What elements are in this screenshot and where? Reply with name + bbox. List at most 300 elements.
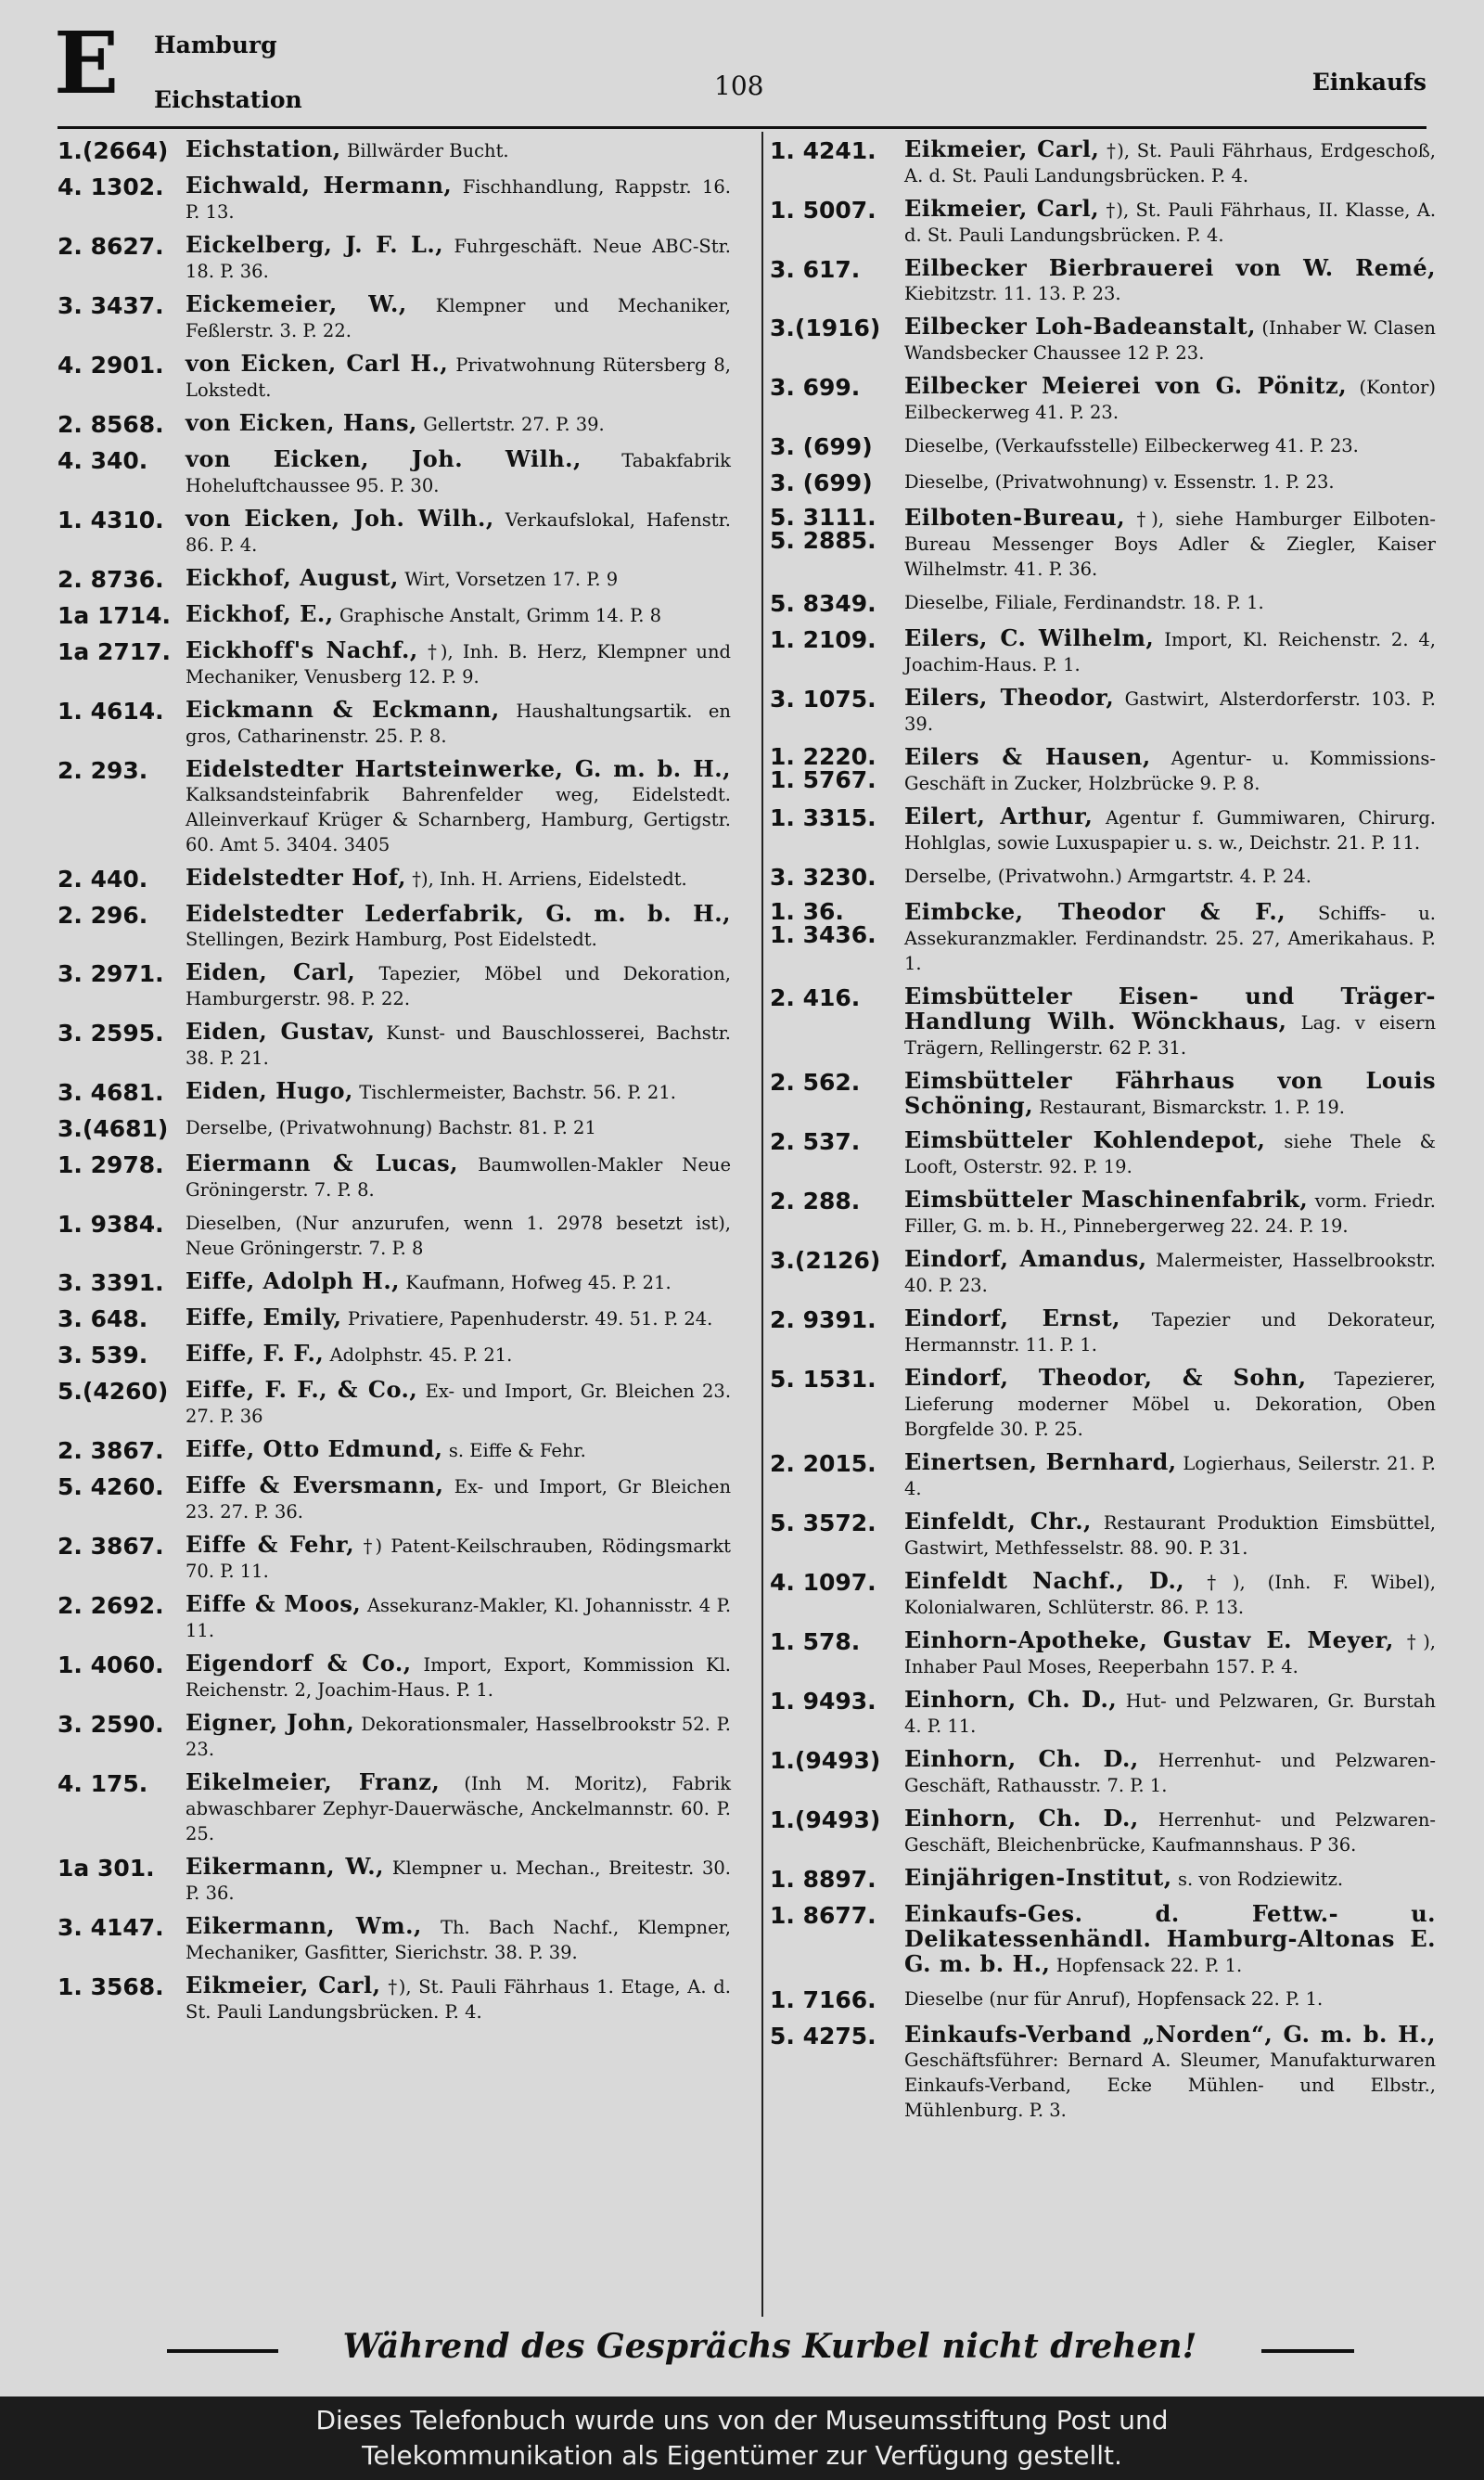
entry-text — [186, 352, 731, 403]
phone-number: 1. 4060. — [58, 1651, 164, 1678]
entry-details: Import, Kl. Reichenstr. 2. 4, Joachim-Haus. P. 1. — [904, 629, 1436, 675]
entry-details: Tischlermeister, Bachstr. 56. P. 21. — [359, 1082, 676, 1103]
directory-entry — [58, 447, 731, 498]
directory-entry — [58, 960, 731, 1011]
phone-number: 3. (699) — [770, 433, 873, 460]
directory-entry — [770, 1806, 1436, 1857]
entry-details: Privatiere, Papenhuderstr. 49. 51. P. 24. — [347, 1308, 713, 1330]
entry-text — [186, 1711, 731, 1762]
directory-entry — [58, 1211, 731, 1261]
subscriber-name: Eikelmeier, Franz, — [186, 1768, 441, 1795]
entry-text — [904, 506, 1436, 582]
subscriber-name: Eiffe & Fehr, — [186, 1531, 355, 1558]
directory-entry — [58, 1711, 731, 1762]
phone-number: 3. (699) — [770, 469, 873, 496]
directory-entry — [770, 1866, 1436, 1894]
subscriber-name: Eimsbütteler Fährhaus von Louis Schöning, — [904, 1067, 1436, 1119]
entry-details: Geschäftsführer: Bernard A. Sleumer, Manufakturwaren Einkaufs-Verband, Ecke Mühlen- und Elbstr., Mühlenburg. P. 3. — [904, 2050, 1436, 2121]
subscriber-name: Einjährigen-Institut, — [904, 1864, 1172, 1891]
entry-details: vorm. Friedr. Filler, G. m. b. H., Pinnebergerweg 22. 24. P. 19. — [904, 1190, 1436, 1237]
directory-entry — [58, 352, 731, 403]
entry-details: Wirt, Vorsetzen 17. P. 9 — [404, 569, 619, 590]
entry-text — [904, 2023, 1436, 2123]
directory-entry — [770, 137, 1436, 188]
phone-number: 4. 175. — [58, 1770, 148, 1797]
entry-text — [186, 1020, 731, 1071]
directory-entry — [58, 1342, 731, 1369]
subscriber-name: Eikermann, W., — [186, 1853, 384, 1880]
entry-text — [904, 197, 1436, 248]
phone-number: 1. 7166. — [770, 1986, 876, 2013]
entry-details: Agentur f. Gummiwaren, Chirurg. Hohlglas, sowie Luxuspapier u. s. w., Deichstr. 21. P. 11. — [904, 807, 1437, 854]
entry-text — [904, 1510, 1436, 1561]
footer-rule-right — [1261, 2349, 1354, 2353]
subscriber-name: Eiffe, F. F., — [186, 1340, 325, 1367]
directory-entry — [58, 507, 731, 558]
entry-details: Gastwirt, Alsterdorferstr. 103. P. 39. — [904, 688, 1436, 735]
header-city: Hamburg — [154, 32, 277, 58]
subscriber-name: Eilers, C. Wilhelm, — [904, 624, 1155, 651]
entry-text — [904, 315, 1436, 366]
entry-text — [186, 638, 731, 689]
directory-entry — [770, 1247, 1436, 1298]
phone-number: 3.(1916) — [770, 315, 881, 341]
phone-number: 2. 8736. — [58, 566, 164, 593]
entry-details: †), St. Pauli Fährhaus, Erdgeschoß, A. d. St. Pauli Landungsbrücken. P. 4. — [904, 140, 1436, 186]
phone-number: 3. 2971. — [58, 960, 164, 987]
entry-text — [904, 256, 1436, 306]
phone-number: 3. 2590. — [58, 1711, 164, 1738]
right-column — [770, 137, 1436, 2131]
subscriber-name: Einfeldt Nachf., D., — [904, 1567, 1185, 1594]
directory-entry — [58, 1592, 731, 1643]
phone-number: 1. 8897. — [770, 1866, 876, 1893]
phone-number: 2. 416. — [770, 984, 861, 1011]
entry-text — [186, 1079, 731, 1107]
entry-text — [904, 804, 1436, 855]
directory-entry — [770, 686, 1436, 737]
subscriber-name: Eilbecker Loh-Badeanstalt, — [904, 313, 1257, 340]
phone-number: 1. 4614. — [58, 698, 164, 725]
entry-details: (Kontor) Eilbeckerweg 41. P. 23. — [904, 377, 1436, 423]
entry-text — [186, 447, 731, 498]
directory-entry — [58, 866, 731, 893]
entry-text — [186, 1151, 731, 1202]
directory-entry — [58, 698, 731, 749]
directory-entry — [770, 469, 1436, 497]
directory-entry — [770, 374, 1436, 425]
phone-number: 3. 3391. — [58, 1269, 164, 1296]
entry-details: †), St. Pauli Fährhaus, II. Klasse, A. d. St. Pauli Landungsbrücken. P. 4. — [904, 199, 1437, 246]
entry-details: Herrenhut- und Pelzwaren-Geschäft, Bleichenbrücke, Kaufmannshaus. P 36. — [904, 1809, 1436, 1856]
directory-entry — [770, 506, 1436, 582]
phone-number: 2. 3867. — [58, 1437, 164, 1464]
entry-text — [186, 902, 731, 952]
directory-entry — [770, 1902, 1436, 1978]
entry-details: Haushaltungsartik. en gros, Catharinenstr. 25. P. 8. — [186, 700, 731, 747]
subscriber-name: Eimsbütteler Kohlendepot, — [904, 1126, 1266, 1153]
directory-entry — [58, 566, 731, 594]
subscriber-name: von Eicken, Joh. Wilh., — [186, 505, 494, 532]
entry-text — [904, 1247, 1436, 1298]
entry-details: Ex- und Import, Gr. Bleichen 23. 27. P. 36 — [186, 1381, 732, 1427]
phone-number: 4. 340. — [58, 447, 148, 474]
directory-entry — [58, 602, 731, 630]
entry-details: s. von Rodziewitz. — [1178, 1869, 1344, 1890]
entry-details: Fischhandlung, Rappstr. 16. P. 13. — [186, 176, 731, 223]
entry-details: Derselbe, (Privatwohnung) Bachstr. 81. P. 21 — [186, 1117, 596, 1138]
subscriber-name: Einfeldt, Chr., — [904, 1508, 1092, 1535]
entry-text — [904, 433, 1436, 461]
entry-details: †), Inh. H. Arriens, Eidelstedt. — [412, 868, 687, 890]
phone-number: 2. 8627. — [58, 233, 164, 260]
entry-text — [186, 233, 731, 284]
directory-entry — [770, 1450, 1436, 1501]
subscriber-name: von Eicken, Hans, — [186, 409, 417, 436]
subscriber-name: Eickemeier, W., — [186, 290, 407, 317]
entry-text — [186, 1342, 731, 1369]
subscriber-name: Einhorn, Ch. D., — [904, 1745, 1139, 1772]
entry-text — [186, 1305, 731, 1333]
entry-text — [904, 900, 1436, 976]
directory-entry — [770, 984, 1436, 1060]
entry-details: (Inhaber W. Clasen Wandsbecker Chaussee 12 P. 23. — [904, 317, 1436, 364]
subscriber-name: Eickhof, E., — [186, 600, 334, 627]
directory-entry — [770, 864, 1436, 892]
entry-details: Dieselbe, (Verkaufsstelle) Eilbeckerweg 41. P. 23. — [904, 435, 1359, 456]
phone-number: 2. 3867. — [58, 1533, 164, 1560]
entry-text — [186, 698, 731, 749]
column-divider — [761, 132, 763, 2317]
subscriber-name: Eiffe, F. F., & Co., — [186, 1376, 418, 1403]
entry-details: Hut- und Pelzwaren, Gr. Burstah 4. P. 11. — [904, 1690, 1436, 1737]
directory-entry — [58, 757, 731, 857]
subscriber-name: Eickmann & Eckmann, — [186, 696, 500, 723]
phone-number: 2. 293. — [58, 757, 148, 784]
phone-number: 4. 2901. — [58, 352, 164, 379]
subscriber-name: Einhorn, Ch. D., — [904, 1805, 1139, 1831]
directory-entry — [58, 1079, 731, 1107]
entry-details: †), siehe Hamburger Eilboten-Bureau Messenger Boys Adler & Ziegler, Kaiser Wilhelmstr. 41. P. 36. — [904, 508, 1436, 580]
entry-text — [904, 1366, 1436, 1442]
directory-entry — [770, 197, 1436, 248]
entry-details: Adolphstr. 45. P. 21. — [329, 1344, 513, 1366]
phone-number: 3. 539. — [58, 1342, 148, 1368]
phone-number: 2. 9391. — [770, 1306, 876, 1333]
subscriber-name: Einhorn-Apotheke, Gustav E. Meyer, — [904, 1626, 1394, 1653]
entry-text — [904, 1450, 1436, 1501]
entry-details: †) Patent-Keilschrauben, Rödingsmarkt 70. P. 11. — [186, 1536, 732, 1582]
entry-details: Import, Export, Kommission Kl. Reichenstr. 2, Joachim-Haus. P. 1. — [186, 1654, 732, 1701]
subscriber-name: Eiden, Carl, — [186, 958, 356, 985]
subscriber-name: Eilbecker Bierbrauerei von W. Remé, — [904, 254, 1436, 281]
entry-details: Dekorationsmaler, Hasselbrookstr 52. P. 23. — [186, 1714, 732, 1760]
directory-entry — [58, 1770, 731, 1846]
directory-entry — [58, 1437, 731, 1465]
entry-details: Kalksandsteinfabrik Bahrenfelder weg, Eidelstedt. Alleinverkauf Krüger & Scharnberg, Hamburg, Gertigstr. 60. Amt 5. 3404. 3405 — [186, 784, 731, 855]
directory-entry — [770, 1188, 1436, 1239]
phone-number: 5. 3111. 5. 2885. — [770, 504, 876, 554]
subscriber-name: von Eicken, Joh. Wilh., — [186, 445, 582, 472]
directory-entry — [770, 1628, 1436, 1679]
entry-text — [186, 1651, 731, 1703]
entry-details: Tapezierer, Lieferung moderner Möbel u. Dekoration, Oben Borgfelde 30. P. 25. — [904, 1368, 1436, 1440]
caption-line-2: Telekommunikation als Eigentümer zur Verfügung gestellt. — [362, 2440, 1122, 2471]
directory-entry — [770, 1306, 1436, 1357]
entry-details: Lag. v eisern Trägern, Rellingerstr. 62 P. 31. — [904, 1012, 1437, 1059]
subscriber-name: Eickhoff's Nachf., — [186, 636, 418, 663]
entry-details: Agentur- u. Kommissions-Geschäft in Zucker, Holzbrücke 9. P. 8. — [904, 748, 1437, 794]
phone-number: 2. 562. — [770, 1069, 861, 1096]
subscriber-name: Eiffe & Moos, — [186, 1590, 362, 1617]
phone-number: 3. 1075. — [770, 686, 876, 713]
subscriber-name: Eigendorf & Co., — [186, 1650, 412, 1677]
entry-details: †), Inhaber Paul Moses, Reeperbahn 157. P. 4. — [904, 1631, 1437, 1677]
entry-details: Billwärder Bucht. — [347, 140, 509, 161]
phone-number: 3. 3230. — [770, 864, 876, 891]
entry-details: Privatwohnung Rütersberg 8, Lokstedt. — [186, 354, 732, 401]
entry-text — [186, 411, 731, 439]
entry-text — [904, 1628, 1436, 1679]
phone-number: 1. 8677. — [770, 1902, 876, 1929]
entry-details: Ex- und Import, Gr Bleichen 23. 27. P. 36. — [186, 1476, 732, 1523]
entry-details: Verkaufslokal, Hafenstr. 86. P. 4. — [186, 509, 731, 556]
section-letter: E — [54, 13, 120, 113]
directory-entry — [770, 1986, 1436, 2014]
directory-entry — [770, 1128, 1436, 1179]
entry-details: Gellertstr. 27. P. 39. — [423, 414, 605, 435]
entry-text — [186, 1211, 731, 1261]
subscriber-name: Eindorf, Amandus, — [904, 1245, 1147, 1272]
entry-text — [904, 686, 1436, 737]
subscriber-name: Eichwald, Hermann, — [186, 172, 453, 199]
entry-text — [186, 507, 731, 558]
directory-entry — [58, 173, 731, 225]
phone-number: 1. 9384. — [58, 1211, 164, 1238]
phone-number: 1a 301. — [58, 1855, 155, 1882]
phone-number: 1. 2978. — [58, 1151, 164, 1178]
directory-entry — [770, 590, 1436, 618]
subscriber-name: Eikermann, Wm., — [186, 1912, 422, 1939]
subscriber-name: Eigner, John, — [186, 1709, 355, 1736]
phone-number: 5.(4260) — [58, 1378, 169, 1405]
phone-number: 1. 3568. — [58, 1973, 164, 2000]
subscriber-name: Eidelstedter Lederfabrik, G. m. b. H., — [186, 900, 731, 927]
subscriber-name: von Eicken, Carl H., — [186, 350, 449, 377]
directory-entry — [58, 1651, 731, 1703]
entry-details: Dieselbe, Filiale, Ferdinandstr. 18. P. 1. — [904, 592, 1264, 613]
entry-text — [904, 374, 1436, 425]
entry-text — [904, 864, 1436, 892]
entry-details: Baumwollen-Makler Neue Gröningerstr. 7. P. 8. — [186, 1154, 731, 1201]
phone-number: 2. 296. — [58, 902, 148, 929]
subscriber-name: Eiden, Gustav, — [186, 1018, 376, 1045]
entry-details: Kunst- und Bauschlosserei, Bachstr. 38. P. 21. — [186, 1022, 732, 1069]
phone-number: 1.(2664) — [58, 137, 169, 164]
directory-entry — [770, 256, 1436, 306]
entry-details: Stellingen, Bezirk Hamburg, Post Eidelstedt. — [186, 929, 597, 950]
left-column — [58, 137, 731, 2033]
subscriber-name: Eilers, Theodor, — [904, 684, 1115, 711]
archive-caption — [0, 2403, 1484, 2474]
directory-entry — [58, 1151, 731, 1202]
entry-text — [186, 1437, 731, 1465]
entry-text — [186, 1533, 731, 1584]
subscriber-name: Eilert, Arthur, — [904, 803, 1094, 829]
subscriber-name: Eikmeier, Carl, — [186, 1972, 381, 1998]
entry-text — [904, 137, 1436, 188]
subscriber-name: Eickelberg, J. F. L., — [186, 231, 444, 258]
phone-number: 1. 4241. — [770, 137, 876, 164]
entry-text — [904, 1747, 1436, 1798]
entry-details: Malermeister, Hasselbrookstr. 40. P. 23. — [904, 1250, 1436, 1296]
phone-number: 4. 1097. — [770, 1569, 876, 1596]
subscriber-name: Eiffe, Emily, — [186, 1304, 342, 1330]
entry-details: Kaufmann, Hofweg 45. P. 21. — [405, 1272, 672, 1293]
entry-text — [904, 1306, 1436, 1357]
phone-number: 2. 2692. — [58, 1592, 164, 1619]
entry-details: Tapezier, Möbel und Dekoration, Hamburgerstr. 98. P. 22. — [186, 963, 732, 1009]
subscriber-name: Eiden, Hugo, — [186, 1077, 353, 1104]
subscriber-name: Eilers & Hausen, — [904, 743, 1151, 770]
directory-entry — [58, 638, 731, 689]
subscriber-name: Einkaufs-Ges. d. Fettw.- u. Delikatessenhändl. Hamburg-Altonas E. G. m. b. H., — [904, 1900, 1436, 1977]
phone-number: 3. 3437. — [58, 292, 164, 319]
phone-number: 1.(9493) — [770, 1806, 881, 1833]
directory-entry — [58, 137, 731, 165]
entry-text — [904, 1902, 1436, 1978]
phone-number: 3. 699. — [770, 374, 861, 401]
header-last-keyword: Einkaufs — [1311, 69, 1426, 96]
entry-details: (Inh M. Moritz), Fabrik abwaschbarer Zephyr-Dauerwäsche, Anckelmannstr. 60. P. 25. — [186, 1773, 732, 1844]
directory-entry — [770, 626, 1436, 677]
entry-details: Tabakfabrik Hoheluftchaussee 95. P. 30. — [186, 450, 731, 496]
entry-text — [904, 1069, 1436, 1120]
phone-number: 1. 2109. — [770, 626, 876, 653]
subscriber-name: Eikmeier, Carl, — [904, 195, 1100, 222]
directory-entry — [770, 900, 1436, 976]
directory-entry — [770, 1688, 1436, 1739]
directory-entry — [770, 1569, 1436, 1620]
subscriber-name: Eiffe, Adolph H., — [186, 1267, 401, 1294]
directory-entry — [770, 2023, 1436, 2123]
entry-details: Kiebitzstr. 11. 13. P. 23. — [904, 283, 1121, 304]
entry-text — [904, 984, 1436, 1060]
directory-entry — [58, 1269, 731, 1297]
subscriber-name: Eidelstedter Hartsteinwerke, G. m. b. H., — [186, 755, 731, 782]
directory-entry — [770, 804, 1436, 855]
entry-text — [904, 590, 1436, 618]
phone-number: 2. 440. — [58, 866, 148, 893]
directory-entry — [770, 1510, 1436, 1561]
directory-entry — [770, 433, 1436, 461]
phone-number: 2. 2015. — [770, 1450, 876, 1477]
entry-text — [904, 1866, 1436, 1894]
entry-details: †), (Inh. F. Wibel), Kolonialwaren, Schlüterstr. 86. P. 13. — [904, 1572, 1437, 1618]
phone-number: 4. 1302. — [58, 173, 164, 200]
entry-text — [186, 1378, 731, 1429]
directory-entry — [58, 1473, 731, 1524]
footer-notice: Während des Gesprächs Kurbel nicht drehen! — [342, 2327, 1197, 2366]
subscriber-name: Eindorf, Theodor, & Sohn, — [904, 1364, 1307, 1391]
entry-text — [186, 1914, 731, 1965]
phone-number: 1. 5007. — [770, 197, 876, 224]
phone-number: 5. 4275. — [770, 2023, 876, 2050]
entry-details: Hopfensack 22. P. 1. — [1055, 1955, 1243, 1976]
entry-text — [186, 1770, 731, 1846]
entry-details: Tapezier und Dekorateur, Hermannstr. 11. P. 1. — [904, 1309, 1436, 1356]
entry-text — [186, 1115, 731, 1143]
entry-details: †), Inh. B. Herz, Klempner und Mechaniker, Venusberg 12. P. 9. — [186, 641, 732, 687]
phone-number: 1. 2220. 1. 5767. — [770, 743, 876, 793]
directory-entry — [58, 1973, 731, 2024]
directory-entry — [770, 1366, 1436, 1442]
phone-number: 1.(9493) — [770, 1747, 881, 1774]
subscriber-name: Eichstation, — [186, 135, 341, 162]
directory-entry — [58, 902, 731, 952]
subscriber-name: Eilbecker Meierei von G. Pönitz, — [904, 372, 1348, 399]
entry-details: Klempner u. Mechan., Breitestr. 30. P. 36. — [186, 1857, 731, 1904]
subscriber-name: Eikmeier, Carl, — [904, 135, 1100, 162]
phone-number: 1. 4310. — [58, 507, 164, 533]
entry-details: Klempner und Mechaniker, Feßlerstr. 3. P. 22. — [186, 295, 731, 341]
entry-details: Th. Bach Nachf., Klempner, Mechaniker, Gasfitter, Sierichstr. 38. P. 39. — [186, 1917, 731, 1963]
subscriber-name: Eimsbütteler Eisen- und Träger-Handlung Wilh. Wönckhaus, — [904, 983, 1436, 1034]
entry-details: Fuhrgeschäft. Neue ABC-Str. 18. P. 36. — [186, 236, 731, 282]
entry-details: Restaurant Produktion Eimsbüttel, Gastwirt, Methfesselstr. 88. 90. P. 31. — [904, 1512, 1436, 1559]
footer-rule-left — [167, 2349, 278, 2353]
entry-details: Derselbe, (Privatwohn.) Armgartstr. 4. P. 24. — [904, 866, 1311, 887]
entry-details: Schiffs- u. Assekuranzmakler. Ferdinandstr. 25. 27, Amerikahaus. P. 1. — [904, 903, 1437, 974]
phone-number: 3. 4681. — [58, 1079, 164, 1106]
entry-text — [904, 1569, 1436, 1620]
entry-details: Dieselben, (Nur anzurufen, wenn 1. 2978 besetzt ist), Neue Gröningerstr. 7. P. 8 — [186, 1213, 731, 1259]
subscriber-name: Eimbcke, Theodor & F., — [904, 898, 1286, 925]
directory-entry — [770, 1747, 1436, 1798]
entry-details: s. Eiffe & Fehr. — [448, 1440, 586, 1461]
subscriber-name: Eindorf, Ernst, — [904, 1304, 1121, 1331]
entry-details: siehe Thele & Looft, Osterstr. 92. P. 19. — [904, 1131, 1437, 1177]
entry-details: Logierhaus, Seilerstr. 21. P. 4. — [904, 1453, 1437, 1499]
phone-number: 5. 3572. — [770, 1510, 876, 1536]
subscriber-name: Einkaufs-Verband „Norden“, G. m. b. H., — [904, 2021, 1436, 2048]
entry-text — [186, 960, 731, 1011]
entry-text — [186, 173, 731, 225]
directory-entry — [58, 1533, 731, 1584]
entry-details: Graphische Anstalt, Grimm 14. P. 8 — [339, 605, 662, 626]
phone-number: 5. 1531. — [770, 1366, 876, 1393]
entry-text — [904, 745, 1436, 796]
subscriber-name: Eimsbütteler Maschinenfabrik, — [904, 1186, 1309, 1213]
page-number: 108 — [714, 71, 764, 101]
directory-entry — [58, 1115, 731, 1143]
directory-entry — [58, 1914, 731, 1965]
subscriber-name: Eiffe & Eversmann, — [186, 1471, 444, 1498]
phone-number: 3.(4681) — [58, 1115, 169, 1142]
directory-entry — [58, 1305, 731, 1333]
entry-details: Restaurant, Bismarckstr. 1. P. 19. — [1039, 1097, 1345, 1118]
entry-text — [186, 602, 731, 630]
entry-details: Dieselbe, (Privatwohnung) v. Essenstr. 1. P. 23. — [904, 471, 1335, 493]
phone-number: 2. 288. — [770, 1188, 861, 1214]
directory-entry — [58, 292, 731, 343]
phone-number: 3.(2126) — [770, 1247, 881, 1274]
entry-details: Assekuranz-Makler, Kl. Johannisstr. 4 P. 11. — [186, 1595, 732, 1641]
phone-number: 3. 4147. — [58, 1914, 164, 1941]
subscriber-name: Einertsen, Bernhard, — [904, 1448, 1177, 1475]
entry-details: †), St. Pauli Fährhaus 1. Etage, A. d. St. Pauli Landungsbrücken. P. 4. — [186, 1976, 731, 2023]
phone-number: 2. 8568. — [58, 411, 164, 438]
